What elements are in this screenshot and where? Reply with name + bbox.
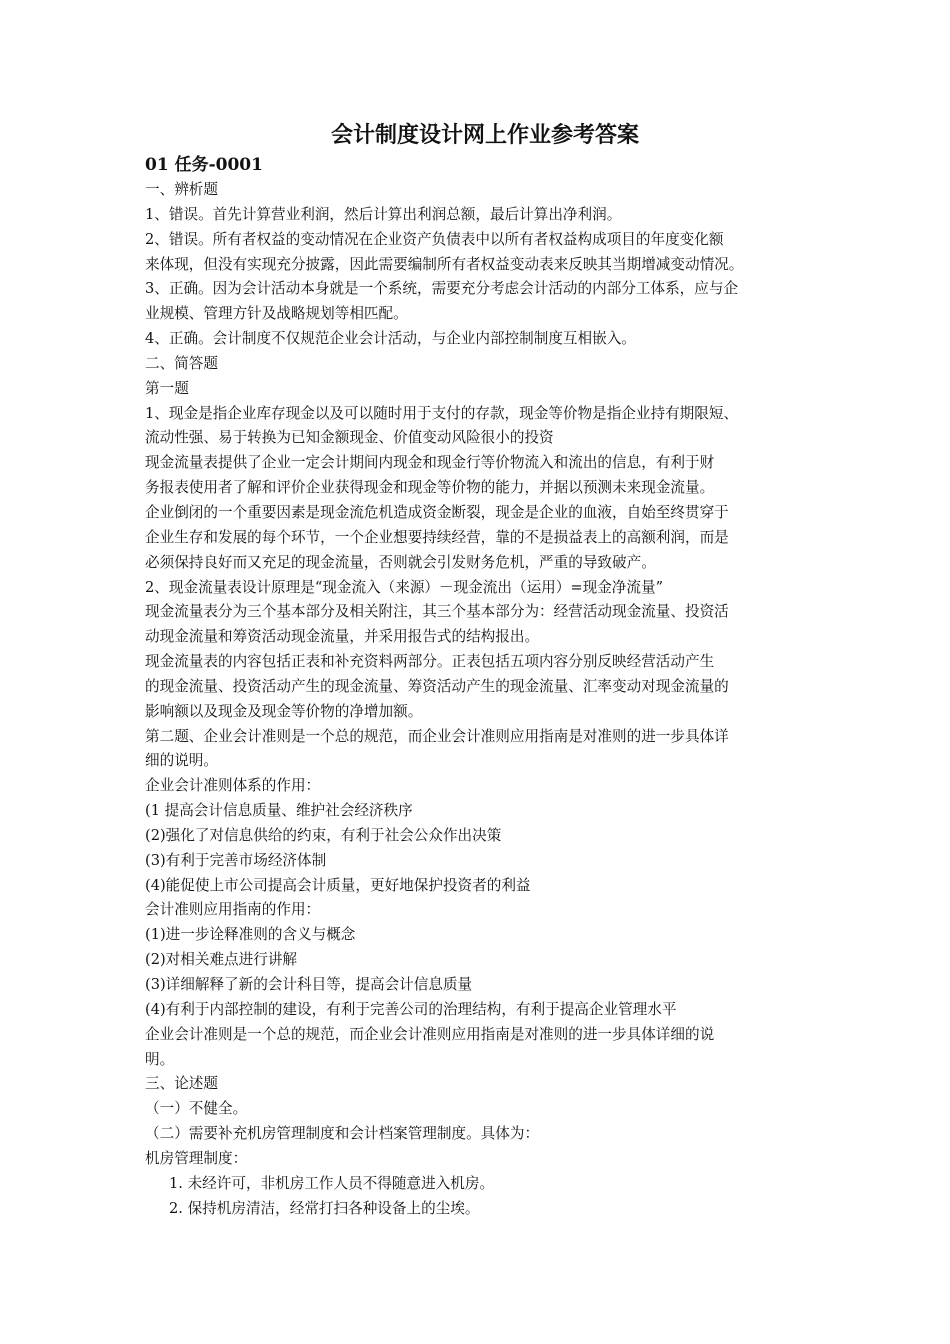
document-page — [145, 118, 815, 1221]
paragraph-line: 流动性强、易于转换为已知金额现金、价值变动风险很小的投资 — [145, 429, 554, 447]
paragraph-line: 企业生存和发展的每个环节，一个企业想要持续经营，靠的不是损益表上的高额利润，而是 — [145, 528, 729, 546]
paragraph-line: 1、现金是指企业库存现金以及可以随时用于支付的存款，现金等价物是指企业持有期限短、 — [145, 404, 739, 422]
numbered-list-item: 1. 未经许可，非机房工作人员不得随意进入机房。 — [169, 1174, 495, 1192]
paragraph-line: 动现金流量和筹资活动现金流量，并采用报告式的结构报出。 — [145, 628, 540, 646]
paragraph-line: 的现金流量、投资活动产生的现金流量、筹资活动产生的现金流量、汇率变动对现金流量的 — [145, 677, 729, 695]
paragraph-line: 机房管理制度： — [145, 1149, 248, 1167]
paragraph-line: 现金流量表的内容包括正表和补充资料两部分。正表包括五项内容分别反映经营活动产生 — [145, 653, 715, 671]
list-line: (1)进一步诠释准则的含义与概念 — [145, 926, 356, 944]
list-line: (3)有利于完善市场经济体制 — [145, 851, 327, 869]
paragraph-line: 业规模、管理方针及战略规划等相匹配。 — [145, 305, 408, 323]
section-heading-1: 一、辨析题 — [145, 181, 218, 198]
paragraph-line: 1、错误。首先计算营业利润，然后计算出利润总额，最后计算出净利润。 — [145, 205, 622, 223]
paragraph-line: 务报表使用者了解和评价企业获得现金和现金等价物的能力，并据以预测未来现金流量。 — [145, 479, 715, 497]
paragraph-line: 第二题、企业会计准则是一个总的规范，而企业会计准则应用指南是对准则的进一步具体详 — [145, 727, 729, 745]
task-heading: 01 任务-0001 — [145, 155, 263, 175]
question-heading: 第一题 — [145, 379, 189, 397]
list-line: (2)对相关难点进行讲解 — [145, 951, 298, 969]
paragraph-line: 企业倒闭的一个重要因素是现金流危机造成资金断裂，现金是企业的血液，自始至终贯穿于 — [145, 503, 729, 521]
list-line: (4)有利于内部控制的建设，有利于完善公司的治理结构，有利于提高企业管理水平 — [145, 1000, 677, 1018]
paragraph-line: 3、正确。因为会计活动本身就是一个系统，需要充分考虑会计活动的内部分工体系，应与企 — [145, 280, 739, 298]
paragraph-line: 必须保持良好而又充足的现金流量，否则就会引发财务危机，严重的导致破产。 — [145, 553, 656, 571]
list-line: (4)能促使上市公司提高会计质量，更好地保护投资者的利益 — [145, 876, 531, 894]
list-line: (1 提高会计信息质量、维护社会经济秩序 — [145, 802, 413, 820]
paragraph-line: 影响额以及现金及现金等价物的净增加额。 — [145, 702, 423, 720]
paragraph-line: （二）需要补充机房管理制度和会计档案管理制度。具体为： — [145, 1125, 540, 1143]
list-line: (3)详细解释了新的会计科目等，提高会计信息质量 — [145, 976, 473, 993]
paragraph-line: 会计准则应用指南的作用： — [145, 901, 321, 919]
paragraph-line: （一）不健全。 — [145, 1100, 248, 1118]
numbered-list-item: 2. 保持机房清洁，经常打扫各种设备上的尘埃。 — [169, 1199, 480, 1217]
paragraph-line: 细的说明。 — [145, 752, 218, 770]
section-heading-2: 二、简答题 — [145, 354, 218, 372]
paragraph-line: 2、现金流量表设计原理是“现金流入（来源）－现金流出（运用）=现金净流量” — [145, 578, 664, 596]
paragraph-line: 来体现，但没有实现充分披露，因此需要编制所有者权益变动表来反映其当期增减变动情况。 — [145, 255, 744, 273]
document-title: 会计制度设计网上作业参考答案 — [330, 122, 639, 148]
paragraph-line: 现金流量表提供了企业一定会计期间内现金和现金行等价物流入和流出的信息，有利于财 — [145, 454, 715, 472]
paragraph-line: 现金流量表分为三个基本部分及相关附注，其三个基本部分为：经营活动现金流量、投资活 — [145, 603, 729, 621]
paragraph-line: 2、错误。所有者权益的变动情况在企业资产负债表中以所有者权益构成项目的年度变化额 — [145, 230, 724, 248]
paragraph-line: 企业会计准则体系的作用： — [145, 777, 321, 795]
section-heading-3: 三、论述题 — [145, 1075, 218, 1093]
paragraph-line: 企业会计准则是一个总的规范，而企业会计准则应用指南是对准则的进一步具体详细的说 — [145, 1025, 715, 1043]
paragraph-line: 明。 — [145, 1050, 175, 1068]
paragraph-line: 4、正确。会计制度不仅规范企业会计活动，与企业内部控制制度互相嵌入。 — [145, 330, 636, 348]
list-line: (2)强化了对信息供给的约束，有利于社会公众作出决策 — [145, 826, 502, 844]
